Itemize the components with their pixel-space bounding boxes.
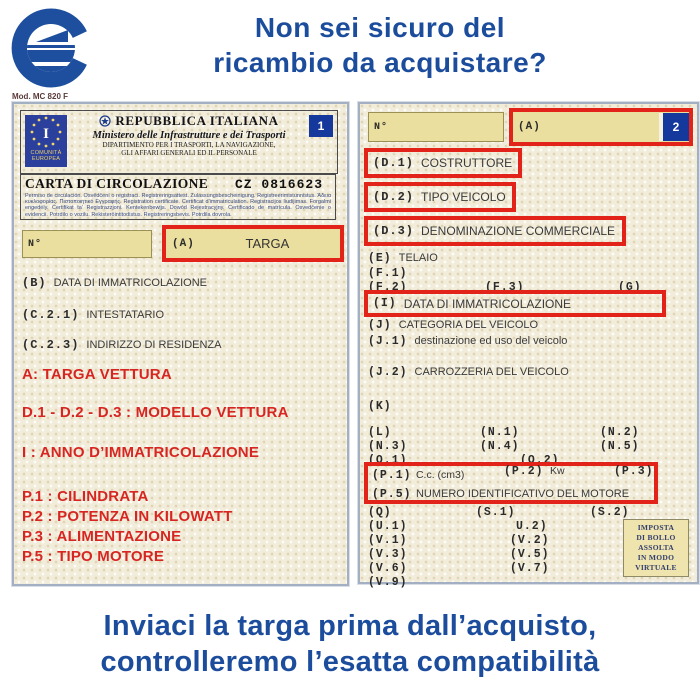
field-row-p1-p2-p3 (372, 464, 654, 483)
annotation-cilindrata: P.1 : CILINDRATA (22, 488, 149, 505)
field-row-p5 (372, 484, 629, 502)
field-code: (F.2) (368, 281, 408, 294)
field-label: INTESTATARIO (86, 309, 165, 321)
field-label: CATEGORIA DEL VEICOLO (398, 319, 539, 331)
field-code: (N.4) (480, 440, 520, 453)
republic-title-text: REPUBBLICA ITALIANA (115, 113, 279, 128)
field-label: TELAIO (398, 252, 438, 264)
ministry-line: Ministero delle Infrastrutture e dei Trasporti (92, 130, 286, 141)
page-number-badge-1: 1 (309, 115, 333, 137)
field-code: (V.2) (510, 534, 550, 547)
eu-flag-box (25, 115, 67, 167)
field-code: (V.5) (510, 548, 550, 561)
page-title-line2: ricambio da acquistare? (213, 47, 547, 78)
doc2-number-field (368, 112, 504, 142)
d3-highlight-box (364, 216, 626, 246)
field-code: (V.1) (368, 534, 408, 547)
footer-line2: controlleremo l’esatta compatibilità (100, 646, 600, 678)
field-row-e (368, 252, 438, 265)
doc-title: CARTA DI CIRCOLAZIONE (25, 176, 209, 191)
field-row-n3-n4-n5 (368, 440, 688, 453)
field-label: TIPO VEICOLO (421, 190, 506, 204)
annotation-alimentazione: P.3 : ALIMENTAZIONE (22, 528, 182, 545)
field-code: (U.1) (368, 520, 408, 533)
field-code: (P.3) (614, 464, 654, 478)
field-code: (J.2) (368, 366, 408, 379)
annotation-potenza: P.2 : POTENZA IN KILOWATT (22, 508, 233, 525)
field-label: DENOMINAZIONE COMMERCIALE (421, 224, 616, 238)
field-code: (B) (22, 276, 47, 290)
plate-highlight-box (509, 108, 693, 146)
field-row-l-n1-n2 (368, 426, 688, 439)
n-field-label: N° (374, 122, 389, 133)
field-code: (N.1) (480, 426, 520, 439)
field-code: (I) (373, 297, 397, 310)
field-row-v3-v5 (368, 548, 628, 561)
department-line1: DIPARTIMENTO PER I TRASPORTI, LA NAVIGAZIONE, (102, 141, 276, 149)
field-code: (Q) (368, 506, 392, 519)
field-code: U.2) (516, 520, 548, 533)
field-row-j (368, 319, 538, 332)
field-row-v9 (368, 576, 408, 589)
field-code: (P.5) (372, 487, 412, 501)
field-code: (V.7) (510, 562, 550, 575)
doc1-title-box (20, 174, 336, 220)
annotation-anno: I : ANNO D’IMMATRICOLAZIONE (22, 444, 260, 461)
doc1-title-block (69, 113, 309, 157)
field-label: INDIRIZZO DI RESIDENZA (86, 339, 222, 351)
field-row-v1-v2 (368, 534, 628, 547)
field-code: (D.3) (373, 224, 415, 238)
tax-stamp-box (623, 519, 689, 577)
field-label: DATA DI IMMATRICOLAZIONE (403, 296, 572, 311)
field-code: (P.1) (372, 468, 412, 482)
page-title (100, 10, 660, 80)
annotation-targa: A: TARGA VETTURA (22, 366, 172, 383)
field-row-j2 (368, 366, 569, 379)
n-field-label: N° (28, 239, 43, 250)
field-code: (J) (368, 319, 392, 332)
annotation-modello: D.1 - D.2 - D.3 : MODELLO VETTURA (22, 404, 289, 421)
field-code: (N.2) (600, 426, 640, 439)
field-code: (J.1) (368, 335, 408, 348)
field-row-q-s1-s2 (368, 506, 688, 519)
targa-highlight-box (162, 225, 344, 262)
field-row-b (22, 276, 207, 290)
field-code: (N.3) (368, 440, 408, 453)
p-highlight-box (364, 462, 658, 504)
i-highlight-box (364, 290, 666, 317)
page-title-line1: Non sei sicuro del (254, 12, 506, 43)
field-code: (L) (368, 426, 392, 439)
targa-code: (A) (172, 237, 195, 250)
field-label: Kw (550, 464, 565, 477)
annotation-tipo-motore: P.5 : TIPO MOTORE (22, 548, 165, 565)
field-code: (P.2) (504, 464, 544, 478)
stamp-line: VIRTUALE (635, 563, 677, 572)
field-row-c21 (22, 308, 164, 322)
footer-message (0, 608, 700, 680)
footer-line1: Inviaci la targa prima dall’acquisto, (103, 610, 597, 642)
field-label: COSTRUTTORE (421, 156, 513, 170)
doc-serial-number: CZ 0816623 (234, 177, 323, 192)
svg-text:I: I (43, 126, 49, 142)
field-label: NUMERO IDENTIFICATIVO DEL MOTORE (415, 487, 630, 500)
brand-c-globe-logo-icon (8, 0, 96, 94)
d2-highlight-box (364, 182, 516, 212)
field-row-c23 (22, 338, 221, 352)
field-code: (G) (618, 281, 642, 294)
field-code: (F.3) (485, 281, 525, 294)
department-line2: GLI AFFARI GENERALI ED IL PERSONALE (121, 149, 257, 157)
d1-highlight-box (364, 148, 522, 178)
targa-value: TARGA (245, 236, 290, 251)
a-field-code: (A) (518, 121, 541, 133)
field-code: (O.1) (368, 454, 408, 467)
field-code: (D.2) (373, 190, 415, 204)
field-code: (O.2) (520, 454, 560, 467)
field-row-v6-v7 (368, 562, 628, 575)
field-row-u1-u2 (368, 520, 628, 533)
doc1-header (20, 110, 338, 174)
field-code: (V.9) (368, 576, 408, 589)
multilingual-small-print: Permiso de circulación. Osvědčení o registraci. Registreringsattest. Zulassungsbescheinigung. Registreerimistunnistus. Άδεια κυκλοφορίας. Πιστοποιητικό Εγγραφής. Registration certificate. Certificat d'immatriculation. Registracijos liudijimas. Forgalmi engedély. Ċertifikat ta' Registrazzjoni. Kentekenbewijs. Dowód Rejestracyjny. Certificado de matrícula. Osvedčenie o evidencii. Potrdilo o vozilu. Rekisteröintitodistus. Registreringsbevis. Potrdila dovrola. (25, 193, 331, 218)
field-code: (V.6) (368, 562, 408, 575)
field-code: (D.1) (373, 156, 415, 170)
stamp-line: IMPOSTA (637, 523, 675, 532)
stamp-line: ASSOLTA (638, 543, 674, 552)
eu-stars-icon (26, 115, 66, 149)
field-label: C.c. (cm3) (415, 468, 465, 481)
field-code: (S.2) (590, 506, 630, 519)
page-number-badge-2: 2 (663, 113, 689, 141)
field-code: (N.5) (600, 440, 640, 453)
registration-doc-page2 (358, 102, 699, 589)
field-code: (F.1) (368, 267, 408, 280)
field-code: (C.2.3) (22, 338, 80, 352)
stamp-line: IN MODO (637, 553, 675, 562)
doc1-number-field (22, 230, 152, 258)
field-row-f1 (368, 267, 408, 280)
field-label: DATA DI IMMATRICOLAZIONE (53, 277, 208, 289)
registration-doc-page1 (12, 102, 349, 586)
doc-model-label: Mod. MC 820 F (12, 92, 69, 101)
republic-title (69, 113, 309, 129)
field-row-k (368, 400, 392, 413)
field-row-j1 (368, 335, 567, 348)
stamp-line: DI BOLLO (636, 533, 676, 542)
field-code: (K) (368, 400, 392, 413)
field-code: (C.2.1) (22, 308, 80, 322)
eu-box-label: COMUNITÀ EUROPEA (30, 150, 62, 162)
field-code: (V.3) (368, 548, 408, 561)
italy-emblem-icon (99, 115, 111, 127)
field-label: CARROZZERIA DEL VEICOLO (414, 366, 569, 378)
field-code: (E) (368, 252, 392, 265)
field-label: destinazione ed uso del veicolo (414, 335, 568, 347)
field-code: (S.1) (476, 506, 516, 519)
